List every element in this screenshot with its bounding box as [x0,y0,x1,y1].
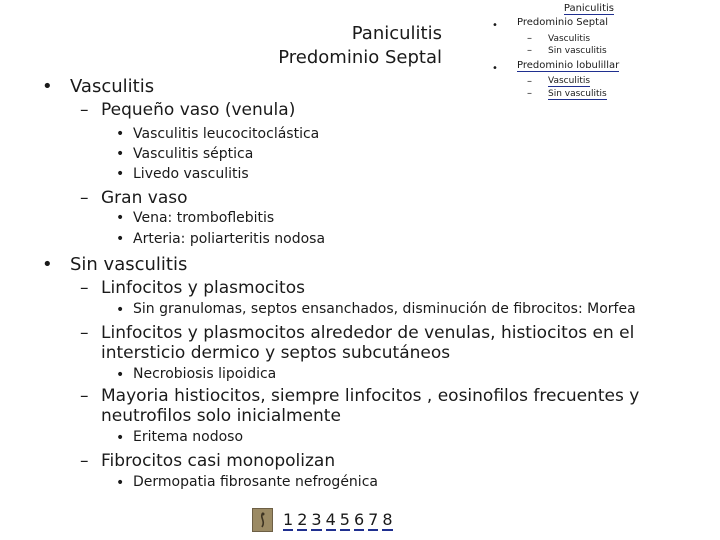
nav-top-link-label[interactable]: Paniculitis [563,3,614,14]
page-title [278,22,442,70]
nav-dash: – [527,76,532,87]
nav-top-link[interactable] [564,3,614,15]
list-item: Eritema nodoso [133,429,244,445]
bullet: • [116,302,125,318]
nav-item-septal[interactable]: Predominio Septal [517,17,608,28]
nav-sub-septal-vasculitis[interactable]: Vasculitis [548,34,591,44]
page-link-6[interactable]: 6 [353,510,365,529]
list-item: Sin granulomas, septos ensanchados, disminución de fibrocitos: Morfea [133,301,636,317]
list-item: Arteria: poliarteritis nodosa [133,231,326,247]
subheading-gran-vaso: Gran vaso [101,188,188,208]
nav-bullet-2: • [492,63,498,74]
bullet: • [116,146,125,162]
bullet: • [116,430,125,446]
bullet: • [42,76,53,97]
nav-item-lobulillar[interactable] [517,60,619,72]
bullet: • [42,254,53,275]
nav-sub-lob-sin[interactable] [548,88,607,100]
nav-dash: – [527,45,532,56]
nav-dash: – [527,33,532,44]
bullet: • [116,166,125,182]
title-line2: Predominio Septal [278,47,442,68]
page-link-1[interactable]: 1 [283,510,294,529]
subheading-linfocitos: Linfocitos y plasmocitos [101,278,305,298]
list-item: Dermopatia fibrosante nefrogénica [133,474,378,490]
dash: – [80,386,89,406]
title-line1: Paniculitis [351,23,442,44]
dash: – [80,451,89,471]
list-item: Vasculitis leucocitoclástica [133,126,320,142]
bullet: • [116,210,125,226]
list-item: Livedo vasculitis [133,166,249,182]
nav-sub-lob-sin-label[interactable]: Sin vasculitis [548,89,607,99]
subheading-pequeno-vaso: Pequeño vaso (venula) [101,100,296,120]
subheading-fibrocitos: Fibrocitos casi monopolizan [101,451,336,471]
dash: – [80,323,89,343]
page-link-8[interactable]: 8 [382,510,393,529]
page-link-4[interactable]: 4 [325,510,336,529]
nav-item-lobulillar-label[interactable]: Predominio lobulillar [517,60,620,71]
dash: – [80,100,89,120]
subheading-linfocitos-venulas-2: intersticio dermico y septos subcutáneos [101,343,451,363]
page-link-2[interactable]: 2 [297,510,308,529]
heading-sin-vasculitis: Sin vasculitis [70,254,188,275]
list-item: Necrobiosis lipoidica [133,366,277,382]
page-link-3[interactable]: 3 [311,510,322,529]
bullet: • [116,231,125,247]
nav-sub-lob-vasculitis-label[interactable]: Vasculitis [548,76,591,86]
page-link-5[interactable]: 5 [339,510,350,529]
pagination [283,510,397,529]
heading-vasculitis: Vasculitis [70,76,155,97]
nav-sub-lob-vasculitis[interactable] [548,75,590,87]
home-icon-glyph [253,509,272,531]
subheading-mayoria-2: neutrofilos solo inicialmente [101,406,341,426]
page-link-7[interactable]: 7 [368,510,379,529]
dash: – [80,188,89,208]
home-icon[interactable] [252,508,273,532]
nav-sub-septal-sin[interactable]: Sin vasculitis [548,46,607,56]
list-item: Vasculitis séptica [133,146,254,162]
bullet: • [116,126,125,142]
subheading-linfocitos-venulas-1: Linfocitos y plasmocitos alrededor de venulas, histiocitos en el [101,323,635,343]
nav-bullet-1: • [492,20,498,31]
bullet: • [116,475,125,491]
dash: – [80,278,89,298]
nav-dash: – [527,88,532,99]
list-item: Vena: tromboflebitis [133,210,275,226]
bullet: • [116,367,125,383]
subheading-mayoria-1: Mayoria histiocitos, siempre linfocitos , eosinofilos frecuentes y [101,386,640,406]
